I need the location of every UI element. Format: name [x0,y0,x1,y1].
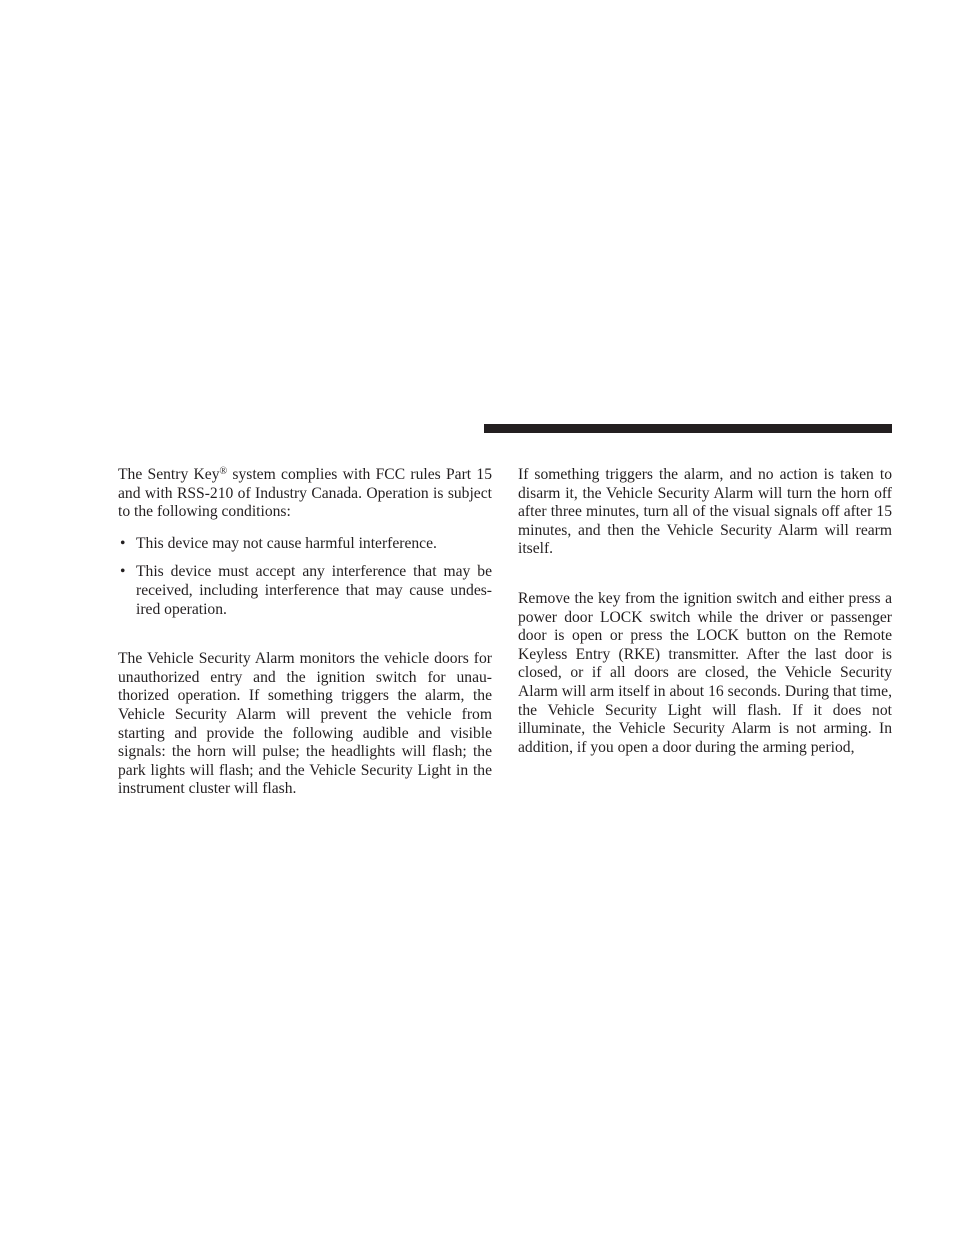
fcc-compliance-paragraph: The Sentry Key® system complies with FCC rules Part 15 and with RSS-210 of Industry Canada. Operation is subject to the following conditions: [118,466,492,521]
bullet-icon: • [120,534,126,552]
conditions-list [118,535,492,619]
list-item [118,535,492,554]
security-alarm-description: The Vehicle Security Alarm monitors the vehicle doors for unauthorized entry and the ignition switch for unau-thorized operation. If something triggers the alarm, the Vehicle Security Alarm will prevent the vehicle from starting and provide the following audible and visible signals: the horn will pulse; the headlights will flash; the park lights will flash; and the Vehicle Security Light in the instrument cluster will flash. [118,650,492,798]
alarm-arming-paragraph: Remove the key from the ignition switch and either press a power door LOCK switch while the driver or passenger door is open or press the LOCK button on the Remote Keyless Entry (RKE) transmitter. After the last door is closed, or if all doors are closed, the Vehicle Security Alarm will arm itself in about 16 seconds. During that time, the Vehicle Security Light will flash. If it does not illuminate, the Vehicle Security Alarm is not arming. In addition, if you open a door during the arming period, [518,589,892,756]
right-column [518,466,892,757]
registered-mark: ® [219,466,228,477]
list-item [118,563,492,619]
list-item-text: This device may not cause harmful interference. [136,534,437,552]
alarm-rearm-paragraph: If something triggers the alarm, and no action is taken to disarm it, the Vehicle Security Alarm will turn the horn off after three minutes, turn all of the visual signals off after 15 minutes, and then the Vehicle Security Alarm will rearm itself. [518,466,892,558]
list-item-text: This device must accept any interference that may be received, including interference that may cause undes-ired operation. [136,563,492,618]
left-column [118,466,492,799]
bullet-icon: • [120,563,126,581]
section-header-rule [484,424,892,433]
